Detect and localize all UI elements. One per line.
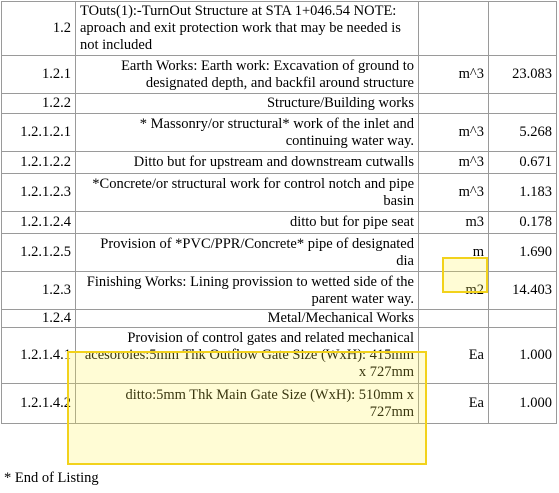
table-row bbox=[2, 212, 557, 234]
item-number: 1.2.1.2.4 bbox=[2, 212, 76, 234]
item-unit: m3 bbox=[419, 212, 489, 234]
item-unit: m^3 bbox=[419, 174, 489, 212]
item-unit: m^3 bbox=[419, 114, 489, 152]
table-row bbox=[2, 94, 557, 114]
item-quantity: 1.183 bbox=[489, 174, 557, 212]
item-unit: m bbox=[419, 234, 489, 272]
item-number: 1.2 bbox=[2, 2, 76, 56]
item-description: Finishing Works: Lining provission to wetted side of the parent water way. bbox=[76, 272, 419, 310]
item-description: Earth Works: Earth work: Excavation of ground to designated depth, and backfil around structure bbox=[76, 56, 419, 94]
item-unit bbox=[419, 2, 489, 56]
table-row bbox=[2, 384, 557, 424]
end-of-listing-note: * End of Listing bbox=[4, 470, 99, 486]
item-number: 1.2.1.2.5 bbox=[2, 234, 76, 272]
item-unit bbox=[419, 94, 489, 114]
table-row bbox=[2, 272, 557, 310]
item-number: 1.2.1.2.3 bbox=[2, 174, 76, 212]
boq-table bbox=[1, 1, 557, 424]
item-quantity: 1.000 bbox=[489, 328, 557, 384]
item-quantity: 0.671 bbox=[489, 152, 557, 174]
item-number: 1.2.1 bbox=[2, 56, 76, 94]
item-description: * Massonry/or structural* work of the inlet and continuing water way. bbox=[76, 114, 419, 152]
item-description: *Concrete/or structural work for control notch and pipe basin bbox=[76, 174, 419, 212]
item-number: 1.2.1.4.1 bbox=[2, 328, 76, 384]
item-unit: m^3 bbox=[419, 56, 489, 94]
item-description: Provision of control gates and related mechanical acesoroies:5mm Thk Outflow Gate Size (WxH): 415mm x 727mm bbox=[76, 328, 419, 384]
item-unit bbox=[419, 310, 489, 328]
table-row bbox=[2, 174, 557, 212]
item-description: Ditto but for upstream and downstream cutwalls bbox=[76, 152, 419, 174]
item-quantity: 14.403 bbox=[489, 272, 557, 310]
item-unit: m2 bbox=[419, 272, 489, 310]
item-number: 1.2.4 bbox=[2, 310, 76, 328]
item-description: Structure/Building works bbox=[76, 94, 419, 114]
item-quantity bbox=[489, 310, 557, 328]
item-description: TOuts(1):-TurnOut Structure at STA 1+046.54 NOTE: aproach and exit protection work that may be needed is not included bbox=[76, 2, 419, 56]
item-quantity: 5.268 bbox=[489, 114, 557, 152]
item-quantity: 1.000 bbox=[489, 384, 557, 424]
item-quantity: 23.083 bbox=[489, 56, 557, 94]
item-description: Metal/Mechanical Works bbox=[76, 310, 419, 328]
item-description: Provision of *PVC/PPR/Concrete* pipe of designated dia bbox=[76, 234, 419, 272]
item-quantity: 0.178 bbox=[489, 212, 557, 234]
item-number: 1.2.1.2.1 bbox=[2, 114, 76, 152]
table-row bbox=[2, 328, 557, 384]
item-unit: Ea bbox=[419, 384, 489, 424]
item-quantity bbox=[489, 94, 557, 114]
table-row bbox=[2, 152, 557, 174]
item-unit: m^3 bbox=[419, 152, 489, 174]
table-row bbox=[2, 56, 557, 94]
item-number: 1.2.3 bbox=[2, 272, 76, 310]
table-row bbox=[2, 114, 557, 152]
table-row bbox=[2, 2, 557, 56]
item-number: 1.2.1.4.2 bbox=[2, 384, 76, 424]
item-quantity: 1.690 bbox=[489, 234, 557, 272]
item-unit: Ea bbox=[419, 328, 489, 384]
item-number: 1.2.1.2.2 bbox=[2, 152, 76, 174]
item-number: 1.2.2 bbox=[2, 94, 76, 114]
item-quantity bbox=[489, 2, 557, 56]
table-row bbox=[2, 234, 557, 272]
item-description: ditto:5mm Thk Main Gate Size (WxH): 510mm x 727mm bbox=[76, 384, 419, 424]
table-row bbox=[2, 310, 557, 328]
item-description: ditto but for pipe seat bbox=[76, 212, 419, 234]
